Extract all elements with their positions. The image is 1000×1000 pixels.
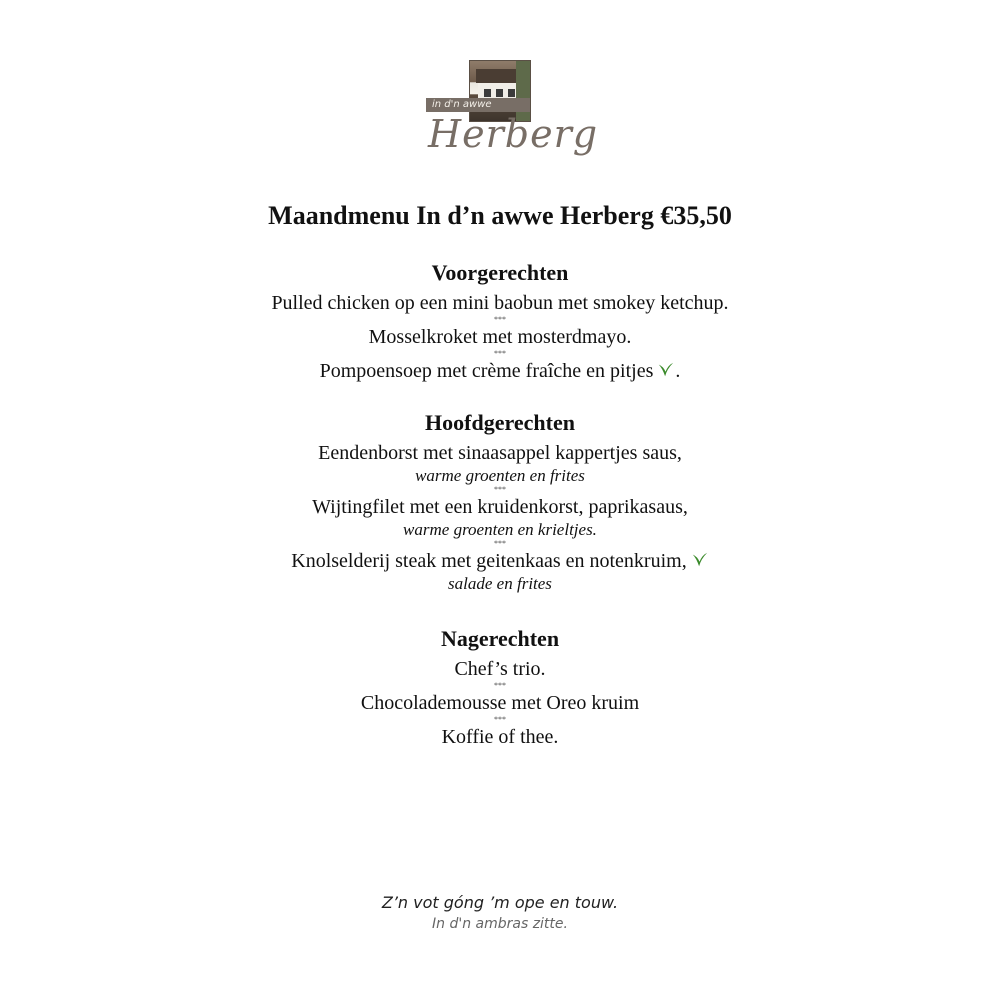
logo-band-text: in d'n awwe (426, 98, 530, 112)
dish: Chocolademousse met Oreo kruim (360, 692, 640, 714)
section-heading: Nagerechten (440, 626, 560, 651)
dish: Wijtingfilet met een kruidenkorst, paprikasaus, (312, 496, 688, 518)
menu-title: Maandmenu In d’n awwe Herberg €35,50 (268, 201, 732, 230)
dish-side: warme groenten en krieltjes. (403, 520, 597, 539)
section-voorgerechten (0, 258, 1000, 384)
footer (0, 892, 1000, 934)
dish: Koffie of thee. (441, 726, 559, 748)
separator: *** (494, 485, 506, 494)
separator: *** (494, 681, 506, 690)
dish: Mosselkroket met mosterdmayo. (368, 326, 632, 348)
separator: *** (494, 349, 506, 358)
dish: Pulled chicken op een mini baobun met smokey ketchup. (271, 292, 729, 314)
section-nagerechten (0, 624, 1000, 750)
dish-vegetarian (0, 548, 1000, 574)
dish-name: Pompoensoep met crème fraîche en pitjes (319, 360, 654, 382)
menu (0, 258, 1000, 750)
dish-suffix: . (675, 360, 681, 382)
leaf-icon (657, 361, 675, 379)
dish: Eendenborst met sinaasappel kappertjes saus, (318, 442, 682, 464)
section-heading: Hoofdgerechten (425, 410, 575, 435)
footer-tagline: In d'n ambras zitte. (432, 916, 568, 932)
section-heading: Voorgerechten (431, 260, 569, 285)
dish-vegetarian (0, 358, 1000, 384)
dish-side: warme groenten en frites (415, 466, 585, 485)
dish-name: Knolselderij steak met geitenkaas en notenkruim, (291, 550, 687, 572)
dish: Chef’s trio. (454, 658, 546, 680)
section-hoofdgerechten (0, 408, 1000, 594)
separator: *** (494, 715, 506, 724)
logo-wordmark: Herberg (428, 112, 599, 156)
separator: *** (494, 315, 506, 324)
leaf-icon (691, 551, 709, 569)
dish-side: salade en frites (448, 574, 552, 593)
separator: *** (494, 539, 506, 548)
logo (426, 60, 599, 160)
footer-saying: Z’n vot góng ’m ope en touw. (381, 893, 619, 912)
